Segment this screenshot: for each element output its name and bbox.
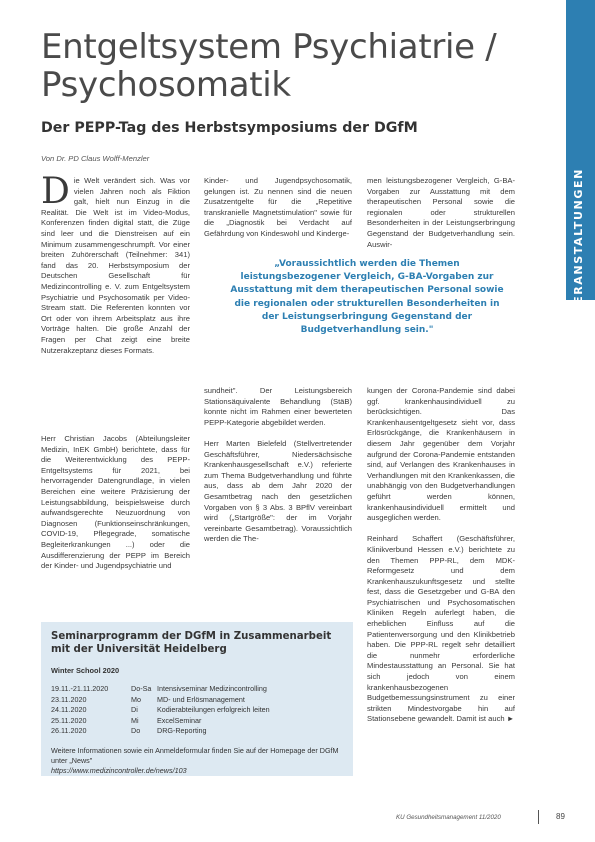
schedule-row: [51, 705, 270, 716]
schedule-row: [51, 716, 270, 727]
drop-cap: D: [41, 171, 70, 212]
paragraph-2: Herr Christian Jacobs (Abteilungsleiter Medizin, InEK GmbH) berichtete, dass für die Weiterentwicklung des PEPP-Entgeltsystems für 2021, bei hervorragender Datengrundlage, in vielen Bereichen eine weitere Präzisierung der Leistungsabbildung, beispielsweise durch aufwandsgerechte Neuzuordnung von Diagnosen (Funktionseinschränkungen, COVID-19, Pflegegrade, somatische Begleiterkrankungen ...) oder die Ausdifferenzierung der PEPP im Bereich der Kinder- und Jugendpsychiatrie und: [41, 434, 190, 571]
paragraph-col3-b: kungen der Corona-Pandemie sind dabei ggf. krankenhausindividuell zu berücksichtigen. Das Krankenhausentgeltgesetz sieht vor, dass Erlösrückgänge, die Krankenhäusern in diesem Jahr gegenüber dem Vorjahr aufgrund der Corona-Pandemie entstanden sind, auf Verlangen des Krankenhauses in Verhandlungen mit den Krankenkassen, die unabhängig von den Budgetverhandlungen geführt werden können, krankenhausindividuell ermittelt und ausgeglichen werden.: [367, 386, 515, 523]
more-info-text: Weitere Informationen sowie ein Anmeldeformular finden Sie auf der Homepage der DGfM unter „News": [51, 746, 339, 765]
column-3-top: [367, 176, 515, 250]
schedule-topic: Intensivseminar Medizincontrolling: [157, 684, 267, 693]
paragraph-col2-a: Kinder- und Jugendpsychosomatik, gelungen ist. Zu nennen sind die neuen Zusatzentgelte für die „Repetitive transkranielle Magnetstimulation" sowie für die „Diagnostik bei Verdacht auf Gefährdung von Kindeswohl und Kinderge-: [204, 176, 352, 238]
paragraph-col2-c: Herr Marten Bielefeld (Stellvertretender Geschäftsführer, Niedersächsische Krankenhausgesellschaft e.V.) referierte zum Thema Budgetverhandlung und führte aus, dass ab dem Jahr 2020 der Gesamtbetrag nach den gesetzlichen Vorgaben von § 3 Abs. 3 BPflV vereinbart wird („Startgröße": der im Vorjahr vereinbarte Gesamtbetrag). Voraussichtlich werden die The-: [204, 438, 352, 544]
schedule-day: Mo: [131, 694, 141, 704]
homepage-link[interactable]: https://www.medizincontroller.de/news/103: [51, 766, 187, 775]
author-line: Von Dr. PD Claus Wolff-Menzler: [41, 154, 150, 163]
schedule-date: 24.11.2020: [51, 705, 87, 715]
schedule-topic: MD- und Erlösmanagement: [157, 694, 245, 704]
column-3-bottom: [367, 386, 515, 725]
column-1-bottom: [41, 434, 190, 572]
infobox-more-info: [51, 746, 351, 776]
column-2-bottom: [204, 386, 352, 545]
schedule-date: 19.11.-21.11.2020: [51, 684, 109, 693]
schedule-topic: Kodierabteilungen erfolgreich leiten: [157, 705, 270, 715]
schedule-day: Do-Sa: [131, 684, 152, 693]
infobox-title: Seminarprogramm der DGfM in Zusammenarbeit mit der Universität Heidelberg: [51, 631, 332, 655]
paragraph-col2-b: sundheit". Der Leistungsbereich Stationsäquivalente Behandlung (StäB) konnte nicht im Rahmen einer bewerteten PEPP-Kategorie abgebildet werden.: [204, 386, 352, 427]
title-line-1: Entgeltsystem Psychiatrie /: [41, 27, 497, 67]
article-subtitle: Der PEPP-Tag des Herbstsymposiums der DGfM: [41, 120, 418, 136]
pull-quote: „Voraussichtlich werden die Themen leistungsbezogener Vergleich, G-BA-Vorgaben zur Ausstattung mit dem therapeutischen Personal sowie die regionalen oder strukturellen Besonderheiten in der Leistungserbringung Gegenstand der Budgetverhandlung sein.": [230, 259, 504, 336]
schedule-row: [51, 684, 270, 695]
schedule-date: 26.11.2020: [51, 726, 87, 736]
section-tab-label: [572, 168, 589, 314]
schedule-topic: DRG-Reporting: [157, 726, 207, 736]
seminar-schedule: [51, 684, 270, 737]
schedule-date: 23.11.2020: [51, 694, 87, 704]
seminar-infobox: [41, 622, 353, 776]
schedule-topic: ExcelSeminar: [157, 715, 202, 725]
schedule-day: Do: [131, 726, 141, 736]
title-line-2: Psychosomatik: [41, 65, 291, 105]
schedule-day: Di: [131, 705, 138, 715]
article-title: [41, 28, 551, 104]
paragraph-col3-c: Reinhard Schaffert (Geschäftsführer, Klinikverbund Hessen e.V.) berichtete zu den Themen PPP-RL, dem MDK-Reformgesetz und dem Krankenhauszukunftsgesetz und stellte fest, dass die Gesetzgeber und G-BA den Psychiatrischen und Psychosomatischen Kliniken Regeln auferlegt haben, die erheblichen Einfluss auf die Patientenversorgung und den Klinikbetrieb haben. Die PPP-RL regelt sehr detailliert die nunmehr erforderliche Mindestausstattung an Personal. Sie hat sich jedoch von einem krankenhausbezogenen Budgetbemessungsinstrument zu einer strikten Mindestvorgabe hin auf Stationsebene gewandelt. Damit ist auch ►: [367, 534, 515, 724]
paragraph-col3-a: men leistungsbezogener Vergleich, G-BA-Vorgaben zur Ausstattung mit dem therapeutischen Personal sowie die regionalen oder strukturellen Besonderheiten in der Leistungserbringung Gegenstand der Budgetverhandlung sein. Auswir-: [367, 176, 515, 249]
schedule-date: 25.11.2020: [51, 715, 87, 725]
schedule-day: Mi: [131, 715, 139, 725]
footer-divider: [538, 810, 539, 824]
page-number: 89: [556, 812, 565, 821]
paragraph-1: [41, 171, 190, 356]
infobox-subtitle: Winter School 2020: [51, 666, 120, 675]
section-tab-text: VERANSTALTUNGEN: [572, 168, 585, 314]
paragraph-1-text: ie Welt verändert sich. Was vor vielen Jahren noch als Fiktion galt, hielt nun Einzug in die Realität. Die Welt ist im Video-Modus, Konferenzen finden digital statt, die Züge sind leer und die Dienstreisen auf ein Minimum zusammengeschrumpft. Vor einer breiten Zuhörerschaft (Teilnehmer: 341) fand das 20. Herbstsymposium der Deutschen Gesellschaft für Medizincontrolling e. V. zum Entgeltsystem Psychiatrie und Psychosomatik per Video-Stream statt. Die Referenten konnten vor Ort oder von ihrem Arbeitsplatz aus ihre Vorträge halten. Die große Anzahl der Fragen per Chat zeigt eine breite Nutzerakzeptanz dieses Formats.: [41, 176, 190, 355]
journal-footer: KU Gesundheitsmanagement 11/2020: [396, 814, 501, 821]
schedule-row: [51, 695, 270, 706]
column-2-top: [204, 176, 352, 240]
column-1-top: [41, 171, 190, 356]
schedule-row: [51, 726, 270, 737]
